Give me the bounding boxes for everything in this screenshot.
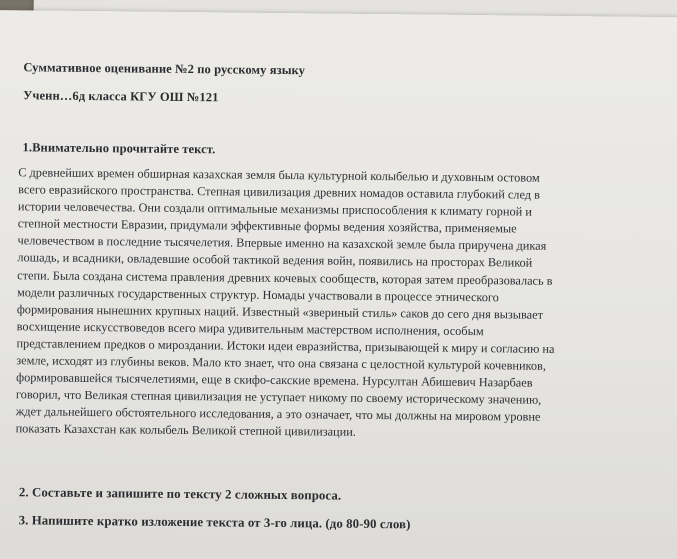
passage-line: модели различных государственных структур. Номады участвовали в процессе этнического [16, 284, 499, 304]
task-2-instruction: 2. Составьте и запишите по тексту 2 сложных вопроса. [18, 485, 342, 503]
passage-line: формировавшейся тысячелетиями, еще в скифо-сакские времена. Нурсултан Абишевич Назарбаев [16, 370, 533, 390]
passage-line: степи. Была создана система правления древних кочевых сообществ, которая затем преобразовалась в [17, 267, 553, 288]
passage-line: человечеством в последние тысячелетия. Впервые именно на казахской земле была приручена дикая [17, 233, 547, 254]
passage-line: истории человечества. Они создали оптимальные механизмы приспособления к климату горной и [17, 199, 533, 219]
student-class-line: Ученн…6д класса КГУ ОШ №121 [23, 88, 219, 105]
passage-line: степной местности Евразии, придумали эффективные формы ведения хозяйства, применяемые [17, 216, 517, 236]
passage-line: ждет дальнейшего обстоятельного исследования, а это означает, что мы должны на мировом уровне [15, 404, 541, 425]
document-page [0, 10, 677, 559]
passage-line: лошадь, и всадники, овладевшие особой тактикой ведения войн, появились на просторах Великой [17, 250, 533, 271]
reading-passage [16, 164, 649, 444]
passage-line: формирования нынешних крупных наций. Известный «звериный стиль» саков до сего дня вызывает [16, 302, 544, 322]
task-1-instruction: 1.Внимательно прочитайте текст. [22, 140, 216, 157]
passage-line: земле, исходят из глубины веков. Мало кто знает, что она связана с целостной культурой кочевников, [16, 353, 547, 373]
task-3-instruction: 3. Напишите кратко изложение текста от 3-го лица. (до 80-90 слов) [18, 513, 411, 532]
passage-line: С древнейших времен обширная казахская земля была культурной колыбелью и духовным остовом [18, 165, 540, 185]
passage-line: восхищение искусствоведов всего мира удивительным мастерством исполнения, особым [16, 319, 484, 338]
passage-line: всего евразийского пространства. Степная цивилизация древних номадов оставила глубокий след в [18, 182, 540, 202]
passage-line: показать Казахстан как колыбель Великой степной цивилизации. [15, 421, 356, 440]
passage-line: говорил, что Великая степная цивилизация не уступает никому по своему историческому значению, [15, 387, 542, 407]
document-title: Суммативное оценивание №2 по русскому языку [23, 60, 306, 78]
passage-line: представлением предков о мироздании. Истоки идеи евразийства, призывающей к миру и согласию на [16, 336, 555, 356]
